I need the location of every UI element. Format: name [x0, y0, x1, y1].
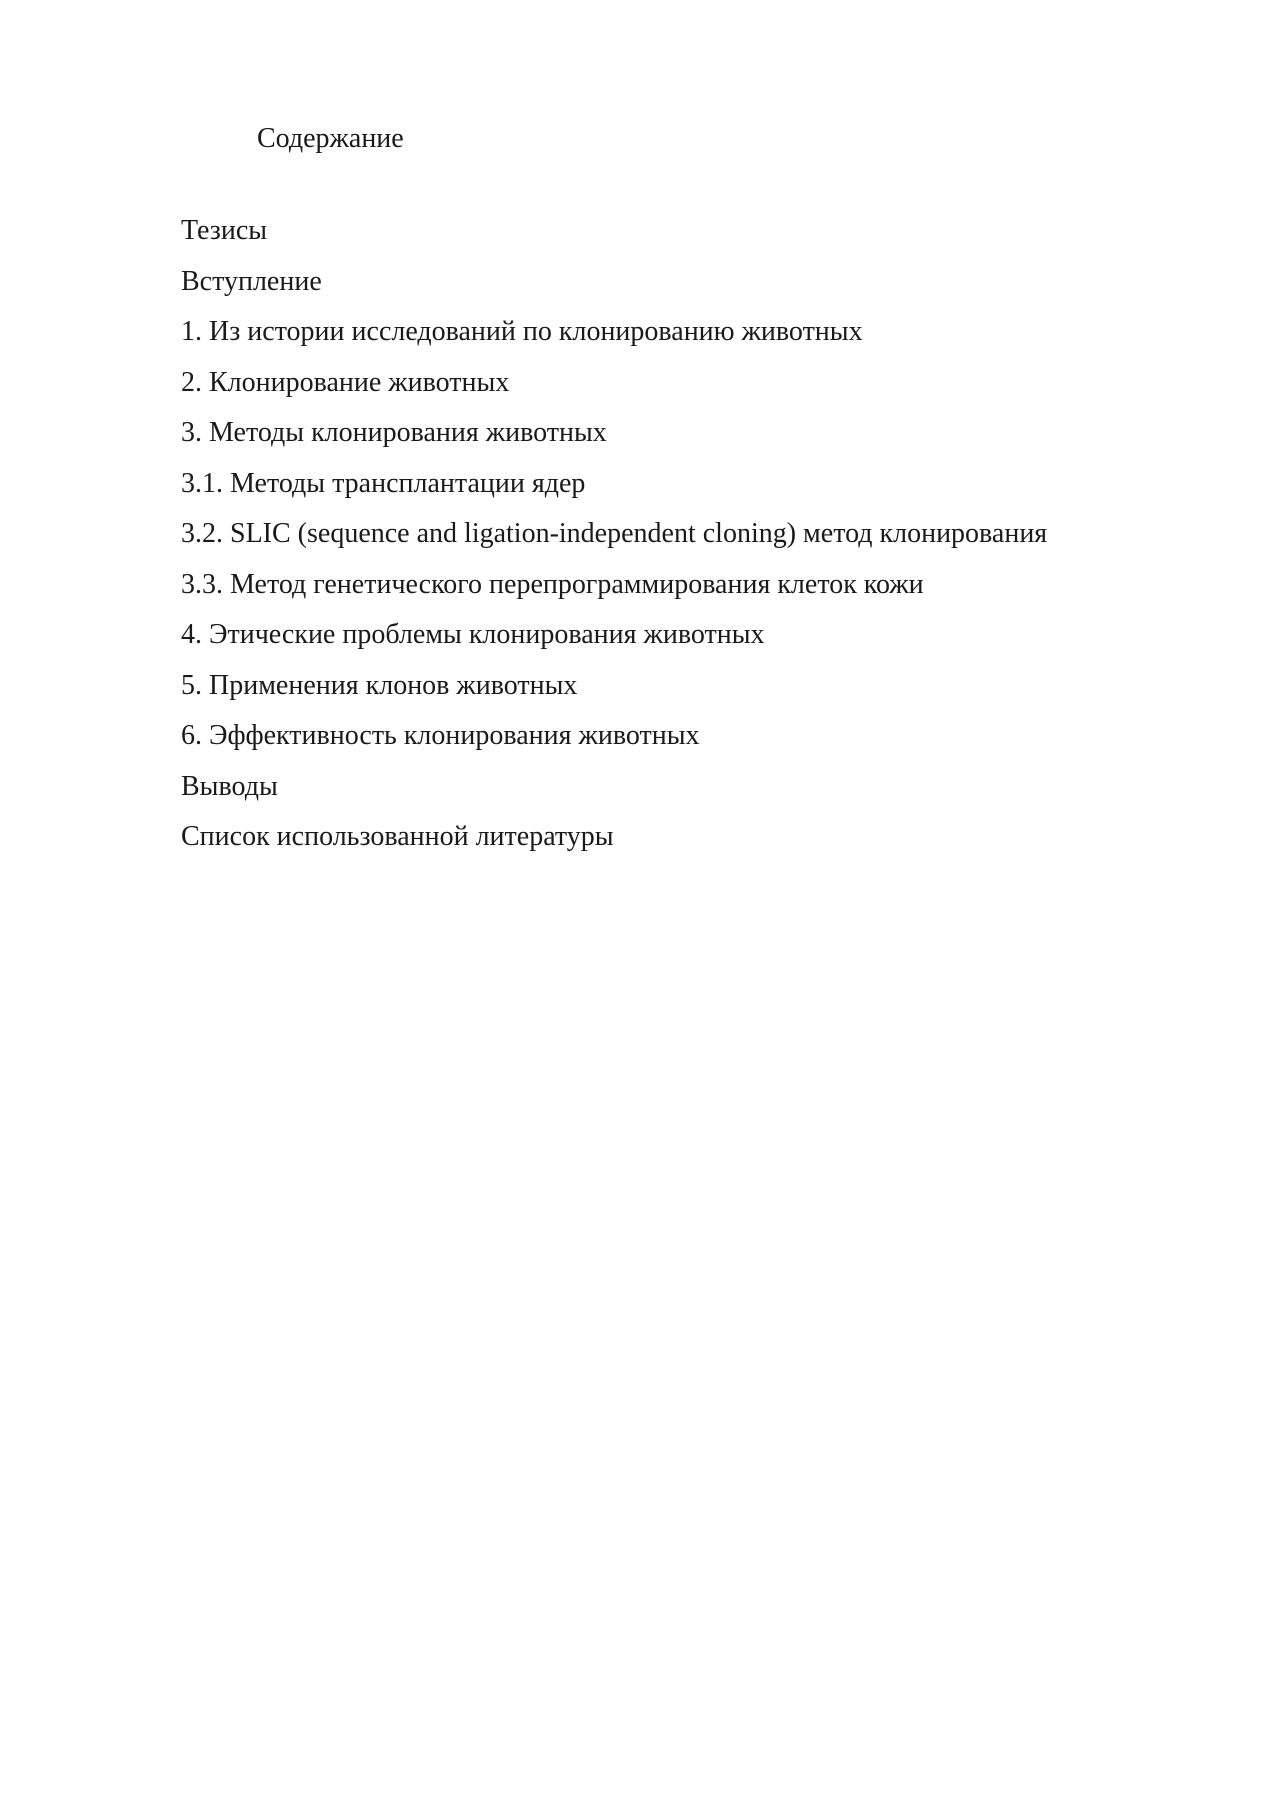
toc-item-introduction: Вступление [181, 265, 322, 297]
page-title: Содержание [257, 123, 404, 154]
toc-item-ethics: 4. Этические проблемы клонирования животных [181, 619, 765, 650]
toc-item-applications: 5. Применения клонов животных [181, 669, 578, 701]
toc-item-efficiency: 6. Эффективность клонирования животных [181, 720, 700, 751]
toc-item-references: Список использованной литературы [181, 821, 614, 852]
toc-item-methods: 3. Методы клонирования животных [181, 417, 607, 448]
toc-item-conclusions: Выводы [181, 770, 278, 802]
toc-item-slic: 3.2. SLIC (sequence and ligation-independent cloning) метод клонирования [181, 518, 1048, 549]
toc-item-history: 1. Из истории исследований по клонированию животных [181, 316, 863, 347]
table-of-contents [181, 211, 1047, 868]
toc-item-reprogramming: 3.3. Метод генетического перепрограммирования клеток кожи [181, 568, 924, 600]
toc-item-nuclear-transfer: 3.1. Методы трансплантации ядер [181, 467, 586, 499]
toc-item-theses: Тезисы [181, 215, 268, 246]
toc-item-cloning: 2. Клонирование животных [181, 366, 510, 398]
